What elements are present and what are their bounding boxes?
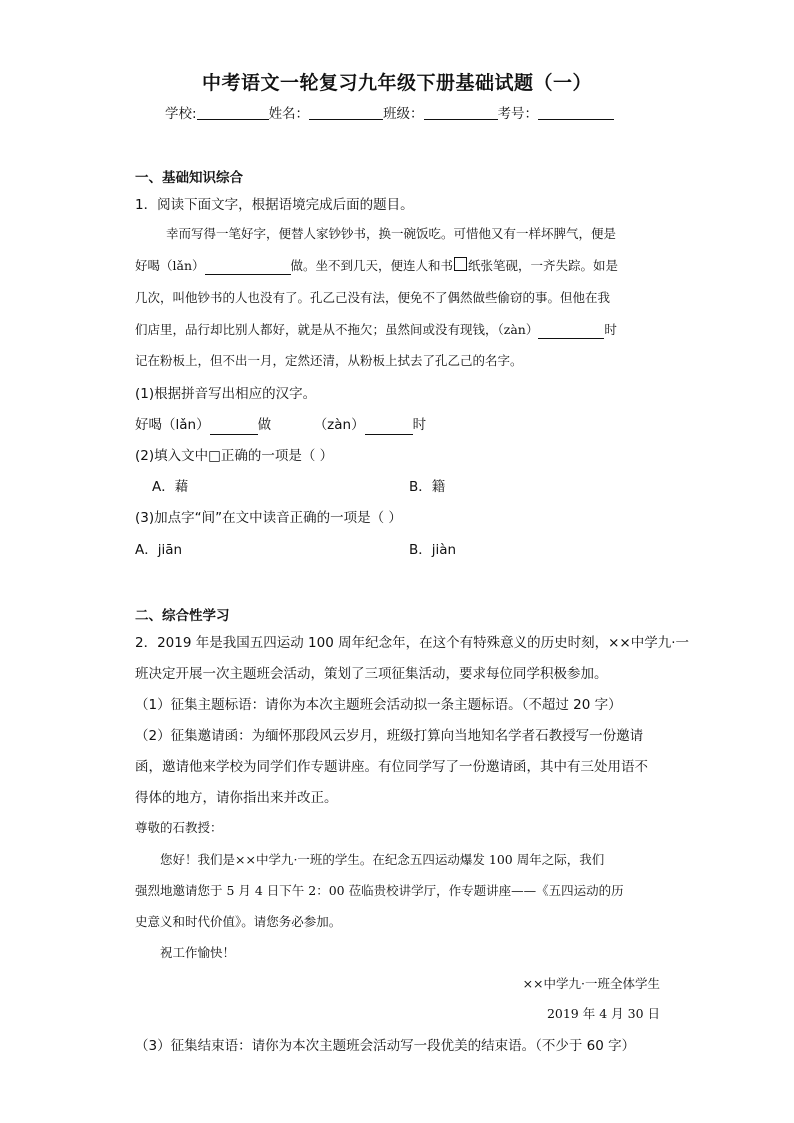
letter-closing: 祝工作愉快！ [160, 945, 236, 960]
passage-line-4 [135, 320, 617, 339]
question-1-3-prompt: (3)加点字“间”在文中读音正确的一项是（ ） [135, 510, 402, 526]
letter-salutation: 尊敬的石教授： [135, 820, 223, 835]
name-label: 姓名： [268, 106, 310, 122]
question-2-3-prompt: （3）征集结束语：请你为本次主题班会活动写一段优美的结束语。（不少于 60 字） [135, 1038, 636, 1054]
question-2-2-line-2: 函，邀请他来学校为同学们作专题讲座。有位同学写了一份邀请函，其中有三处用语不 [135, 759, 648, 775]
passage-text: 做。坐不到几天，便连人和书 [290, 258, 454, 273]
question-1-1-answer-line [135, 413, 426, 435]
school-field[interactable] [197, 105, 269, 120]
letter-date: 2019 年 4 月 30 日 [546, 1006, 660, 1021]
number-field[interactable] [538, 105, 614, 120]
question-1-2-prompt: (2)填入文中□正确的一项是（ ） [135, 448, 334, 464]
question-2-line-1: 2．2019 年是我国五四运动 100 周年纪念年，在这个有特殊意义的历史时刻，××中学九·一 [135, 635, 689, 651]
letter-body-line-3: 史意义和时代价值》。请您务必参加。 [135, 914, 342, 929]
passage-box-blank [454, 257, 467, 271]
passage-line-1: 幸而写得一笔好字，便替人家钞钞书，换一碗饭吃。可惜他又有一样坏脾气，便是 [166, 226, 617, 241]
number-label: 考号： [497, 106, 539, 122]
question-1-prompt: 1．阅读下面文字，根据语境完成后面的题目。 [135, 197, 414, 213]
passage-text: 纸张笔砚，一齐失踪。如是 [468, 258, 619, 273]
passage-line-5: 记在粉板上，但不出一月，定然还清，从粉板上拭去了孔乙己的名字。 [135, 353, 523, 368]
option-1-2-b[interactable]: B．籍 [409, 479, 446, 495]
passage-line-3: 几次，叫他钞书的人也没有了。孔乙己没有法，便免不了偶然做些偷窃的事。但他在我 [135, 290, 611, 305]
answer-suffix: 做 [257, 417, 272, 433]
passage-text: 时 [604, 322, 617, 337]
answer-suffix: 时 [412, 417, 427, 433]
answer-blank-zan[interactable] [365, 418, 413, 435]
school-label: 学校: [165, 106, 197, 122]
question-2-2-line-3: 得体的地方，请你指出来并改正。 [135, 790, 338, 806]
letter-signature: ××中学九·一班全体学生 [522, 976, 660, 991]
student-info-line [165, 102, 614, 122]
question-1-1-prompt: (1)根据拼音写出相应的汉字。 [135, 386, 317, 402]
section-2-heading: 二、综合性学习 [135, 608, 230, 624]
question-2-line-2: 班决定开展一次主题班会活动，策划了三项征集活动，要求每位同学积极参加。 [135, 666, 608, 682]
passage-pinyin-lan: 好喝（lǎn） [135, 258, 205, 273]
answer-label-lan: 好喝（lǎn） [135, 417, 210, 433]
option-1-3-a[interactable]: A．jiān [135, 542, 183, 558]
passage-pinyin-zan: 们店里，品行却比别人都好，就是从不拖欠；虽然间或没有现钱，（zàn） [135, 322, 539, 337]
name-field[interactable] [309, 105, 383, 120]
class-label: 班级： [383, 106, 424, 122]
question-2-2-line-1: （2）征集邀请函：为缅怀那段风云岁月，班级打算向当地知名学者石教授写一份邀请 [135, 728, 644, 744]
answer-blank-lan[interactable] [210, 418, 258, 435]
question-2-1-prompt: （1）征集主题标语：请你为本次主题班会活动拟一条主题标语。（不超过 20 字） [135, 697, 622, 713]
section-1-heading: 一、基础知识综合 [135, 170, 243, 186]
passage-blank-zan[interactable] [538, 323, 604, 339]
answer-label-zan: （zàn） [313, 417, 365, 433]
page-title: 中考语文一轮复习九年级下册基础试题（一） [201, 72, 592, 94]
letter-body-line-2: 强烈地邀请您于 5 月 4 日下午 2：00 莅临贵校讲学厅，作专题讲座——《五四运动的历 [135, 883, 624, 898]
option-1-2-a[interactable]: A．藉 [152, 479, 189, 495]
class-field[interactable] [424, 105, 498, 120]
passage-line-2 [135, 256, 618, 275]
letter-body-line-1: 您好！我们是××中学九·一班的学生。在纪念五四运动爆发 100 周年之际，我们 [160, 852, 605, 867]
option-1-3-b[interactable]: B．jiàn [409, 542, 457, 558]
passage-blank-lan[interactable] [205, 259, 291, 275]
